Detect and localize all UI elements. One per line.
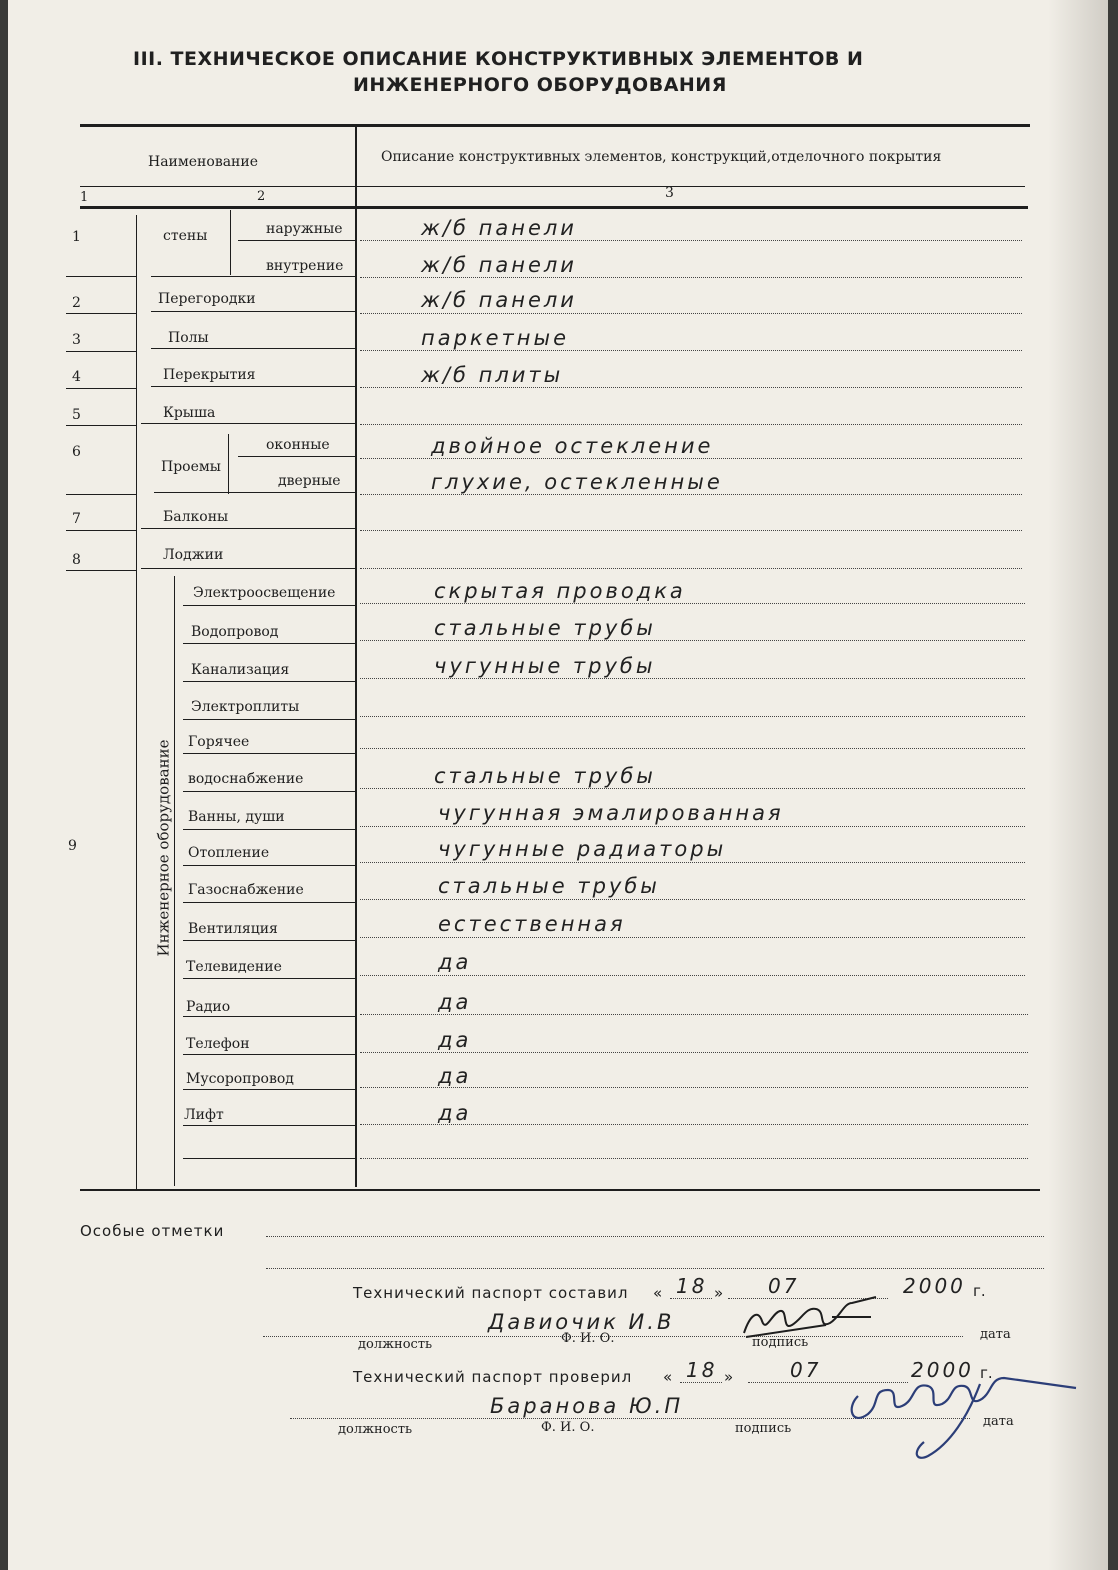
- equipment-value: стальные трубы: [438, 874, 660, 898]
- header-col-3: 3: [665, 185, 674, 201]
- dotted-line: [360, 862, 1025, 863]
- dotted-line: [266, 1236, 1044, 1237]
- equipment-value: стальные трубы: [434, 616, 656, 640]
- checked-caption-date: дата: [983, 1414, 1014, 1429]
- dotted-line: [360, 494, 1022, 495]
- walls-inner-value: ж/б панели: [421, 253, 577, 277]
- equipment-value: да: [438, 1028, 472, 1052]
- checked-quote-close: »: [724, 1368, 734, 1386]
- rule: [183, 681, 356, 682]
- rule: [151, 386, 356, 387]
- dotted-line: [360, 313, 1022, 314]
- equipment-label: Радио: [186, 999, 231, 1015]
- compiled-day: 18: [676, 1274, 708, 1298]
- checked-year-suffix: г.: [980, 1364, 993, 1382]
- rule: [238, 240, 356, 241]
- header-name: Наименование: [148, 154, 258, 170]
- equipment-value: естественная: [438, 912, 626, 936]
- equipment-label: Лифт: [184, 1107, 224, 1123]
- equipment-value: чугунная эмалированная: [438, 801, 784, 825]
- rule: [183, 865, 356, 866]
- header-bottom-rule: [80, 206, 1028, 209]
- dotted-line: [670, 1298, 712, 1299]
- checked-name: Баранова Ю.П: [490, 1394, 684, 1418]
- checked-caption-signature: подпись: [735, 1421, 792, 1436]
- compiled-year: 2000: [903, 1274, 966, 1298]
- dotted-line: [360, 975, 1025, 976]
- header-col-2: 2: [257, 189, 266, 204]
- compiled-year-suffix: г.: [973, 1282, 986, 1300]
- rule: [183, 829, 356, 830]
- header-mid-rule: [80, 186, 1025, 187]
- walls-subdivider: [230, 210, 231, 275]
- walls-group-label: стены: [163, 228, 208, 244]
- dotted-line: [266, 1268, 1044, 1269]
- dotted-line: [680, 1382, 722, 1383]
- equipment-label: Горячее: [188, 734, 250, 750]
- dotted-line: [360, 603, 1025, 604]
- equipment-value: скрытая проводка: [434, 579, 686, 603]
- compiled-month: 07: [768, 1274, 800, 1298]
- balconies-label: Балконы: [163, 509, 229, 525]
- checked-day: 18: [686, 1358, 718, 1382]
- rule: [66, 313, 136, 314]
- rule: [66, 351, 136, 352]
- rule: [183, 902, 356, 903]
- floors-label: Полы: [168, 330, 209, 346]
- rule: [183, 1089, 356, 1090]
- number-column-divider: [136, 215, 137, 1190]
- dotted-line: [360, 387, 1022, 388]
- row-number: 6: [72, 444, 81, 460]
- row-number: 7: [72, 511, 81, 527]
- header-top-rule: [80, 124, 1030, 127]
- title-line-2: ИНЖЕНЕРНОГО ОБОРУДОВАНИЯ: [353, 74, 727, 96]
- equipment-label: Вентиляция: [188, 921, 278, 937]
- rule: [66, 276, 136, 277]
- rule: [183, 1054, 356, 1055]
- checked-caption-fio: Ф. И. О.: [541, 1420, 595, 1435]
- equipment-subdivider: [174, 576, 175, 1186]
- dotted-line: [360, 458, 1022, 459]
- column-divider: [355, 127, 357, 1187]
- equipment-label: Отопление: [188, 845, 270, 861]
- partitions-label: Перегородки: [158, 291, 256, 307]
- openings-window-label: оконные: [266, 437, 330, 453]
- ceilings-label: Перекрытия: [163, 367, 256, 383]
- compiled-name: Давиочик И.В: [488, 1310, 675, 1334]
- openings-door-value: глухие, остекленные: [431, 470, 723, 494]
- floors-value: паркетные: [421, 326, 569, 350]
- openings-window-value: двойное остекление: [431, 434, 714, 458]
- loggias-label: Лоджии: [163, 547, 224, 563]
- dotted-line: [360, 424, 1022, 425]
- equipment-label: Телефон: [186, 1036, 250, 1052]
- rule: [183, 1158, 356, 1159]
- equipment-label: водоснабжение: [188, 771, 304, 787]
- dotted-line: [360, 277, 1022, 278]
- compiled-caption-signature: подпись: [752, 1335, 809, 1350]
- rule: [141, 528, 356, 529]
- row-number: 5: [72, 407, 81, 423]
- header-description: Описание конструктивных элементов, конструкций,отделочного покрытия: [381, 149, 942, 165]
- equipment-value: да: [438, 1101, 472, 1125]
- equipment-value: чугунные трубы: [434, 654, 656, 678]
- equipment-label: Водопровод: [191, 624, 279, 640]
- dotted-line: [360, 937, 1025, 938]
- compiled-quote-open: «: [653, 1284, 663, 1302]
- dotted-line: [360, 530, 1022, 531]
- document-page: [8, 0, 1108, 1570]
- rule: [183, 605, 356, 606]
- roof-label: Крыша: [163, 405, 216, 421]
- rule: [238, 456, 356, 457]
- equipment-label: Ванны, души: [188, 809, 285, 825]
- rule: [183, 978, 356, 979]
- checked-caption-position: должность: [338, 1422, 413, 1437]
- equipment-group-label: Инженерное оборудование: [154, 739, 173, 957]
- rule: [66, 570, 136, 571]
- equipment-label: Канализация: [191, 662, 290, 678]
- checked-month: 07: [790, 1358, 822, 1382]
- checked-label: Технический паспорт проверил: [353, 1368, 633, 1386]
- partitions-value: ж/б панели: [421, 288, 577, 312]
- equipment-label: Мусоропровод: [186, 1071, 294, 1087]
- dotted-line: [360, 240, 1022, 241]
- openings-group-label: Проемы: [161, 459, 221, 475]
- rule: [141, 568, 356, 569]
- rule: [183, 719, 356, 720]
- dotted-line: [360, 1014, 1028, 1015]
- rule: [183, 791, 356, 792]
- equipment-value: да: [438, 950, 472, 974]
- dotted-line: [360, 640, 1025, 641]
- checked-quote-open: «: [663, 1368, 673, 1386]
- rule: [141, 423, 356, 424]
- title-line-1: III. ТЕХНИЧЕСКОЕ ОПИСАНИЕ КОНСТРУКТИВНЫХ ЭЛЕМЕНТОВ И: [133, 48, 864, 70]
- dotted-line: [360, 788, 1025, 789]
- compiled-caption-position: должность: [358, 1337, 433, 1352]
- equipment-value: чугунные радиаторы: [438, 837, 727, 861]
- rule: [66, 425, 136, 426]
- checked-year: 2000: [911, 1358, 974, 1382]
- row-number: 2: [72, 295, 81, 311]
- checked-signature: [838, 1360, 1078, 1470]
- equipment-row-number: 9: [68, 838, 77, 854]
- rule: [154, 492, 356, 493]
- row-number: 4: [72, 369, 81, 385]
- dotted-line: [360, 899, 1025, 900]
- walls-outer-label: наружные: [266, 221, 343, 237]
- equipment-value: стальные трубы: [434, 764, 656, 788]
- rule: [66, 494, 136, 495]
- rule: [183, 753, 356, 754]
- compiled-caption-fio: Ф. И. О.: [561, 1331, 615, 1346]
- openings-door-label: дверные: [278, 473, 341, 489]
- rule: [183, 940, 356, 941]
- walls-outer-value: ж/б панели: [421, 216, 577, 240]
- dotted-line: [360, 748, 1025, 749]
- dotted-line: [360, 350, 1022, 351]
- equipment-value: да: [438, 990, 472, 1014]
- rule: [151, 276, 356, 277]
- dotted-line: [360, 1052, 1028, 1053]
- compiled-label: Технический паспорт составил: [353, 1284, 629, 1302]
- compiled-caption-date: дата: [980, 1327, 1011, 1342]
- dotted-line: [360, 1158, 1028, 1159]
- notes-label: Особые отметки: [80, 1222, 225, 1240]
- equipment-label: Электроосвещение: [193, 585, 336, 601]
- dotted-line: [360, 568, 1022, 569]
- header-col-1: 1: [80, 190, 89, 205]
- rule: [151, 311, 356, 312]
- equipment-value: да: [438, 1064, 472, 1088]
- dotted-line: [360, 826, 1025, 827]
- row-number: 3: [72, 332, 81, 348]
- compiled-quote-close: »: [714, 1284, 724, 1302]
- rule: [66, 530, 136, 531]
- ceilings-value: ж/б плиты: [421, 363, 564, 387]
- row-number: 1: [72, 229, 81, 245]
- openings-subdivider: [228, 434, 229, 494]
- dotted-line: [360, 678, 1025, 679]
- equipment-label: Электроплиты: [191, 699, 300, 715]
- walls-inner-label: внутрение: [266, 258, 344, 274]
- rule: [66, 388, 136, 389]
- rule: [183, 1125, 356, 1126]
- rule: [183, 1016, 356, 1017]
- row-number: 8: [72, 552, 81, 568]
- equipment-label: Телевидение: [186, 959, 282, 975]
- rule: [183, 643, 356, 644]
- rule: [151, 348, 356, 349]
- equipment-label: Газоснабжение: [188, 882, 304, 898]
- page-edge-shadow: [1048, 0, 1108, 1570]
- table-bottom-rule: [80, 1189, 1040, 1191]
- dotted-line: [360, 716, 1025, 717]
